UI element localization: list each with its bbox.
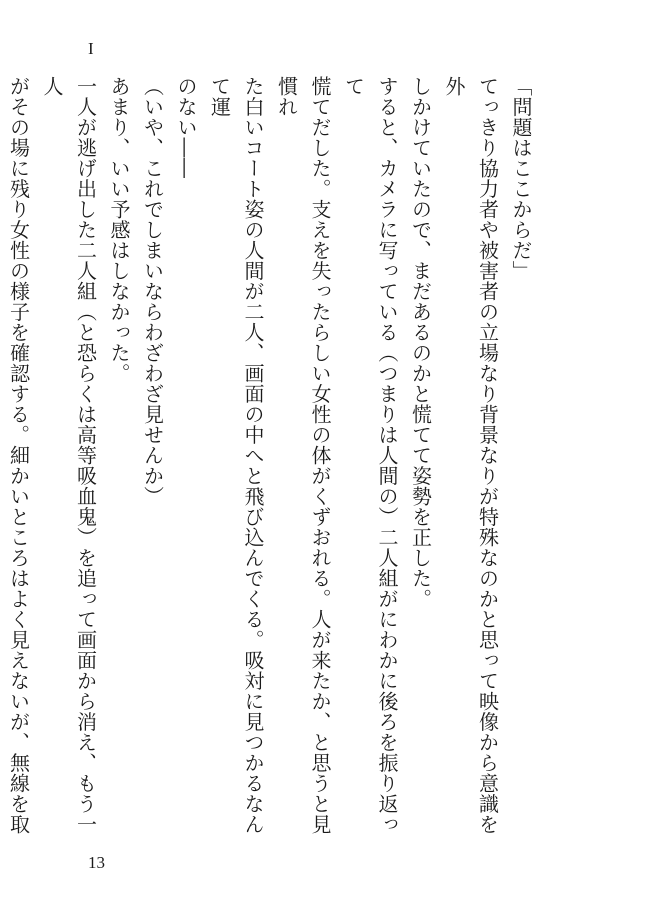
- text-line: のない――: [174, 76, 198, 179]
- text-line: た白いコート姿の人間が二人、画面の中へと飛び込んでくる。吸対に見つかるなんて運: [207, 76, 265, 835]
- text-line: あまり、いい予感はしなかった。: [107, 76, 131, 384]
- text-line: すると、カメラに写っている（つまりは人間の）二人組がにわかに後ろを振り返って: [341, 76, 399, 835]
- text-line: （いや、これでしまいならわざわざ見せんか）: [140, 76, 165, 507]
- text-line: てっきり協力者や被害者の立場なり背景なりが特殊なのかと思って映像から意識を外: [442, 76, 500, 835]
- text-line: しかけていたので、まだあるのかと慌てて姿勢を正した。: [408, 76, 433, 609]
- running-head: I: [88, 39, 94, 58]
- text-line: 「問題はここからだ」: [509, 76, 533, 281]
- vertical-text-block: [6, 76, 537, 836]
- text-line: 慌てだした。支えを失ったらしい女性の体がくずおれる。人が来たか、と思うと見慣れ: [274, 76, 332, 835]
- text-line: がその場に残り女性の様子を確認する。細かいところはよく見えないが、無線を取: [6, 76, 31, 835]
- text-line: 一人が逃げ出した二人組（と恐らくは高等吸血鬼）を追って画面から消え、もう一人: [40, 76, 98, 835]
- page-number: 13: [88, 853, 105, 872]
